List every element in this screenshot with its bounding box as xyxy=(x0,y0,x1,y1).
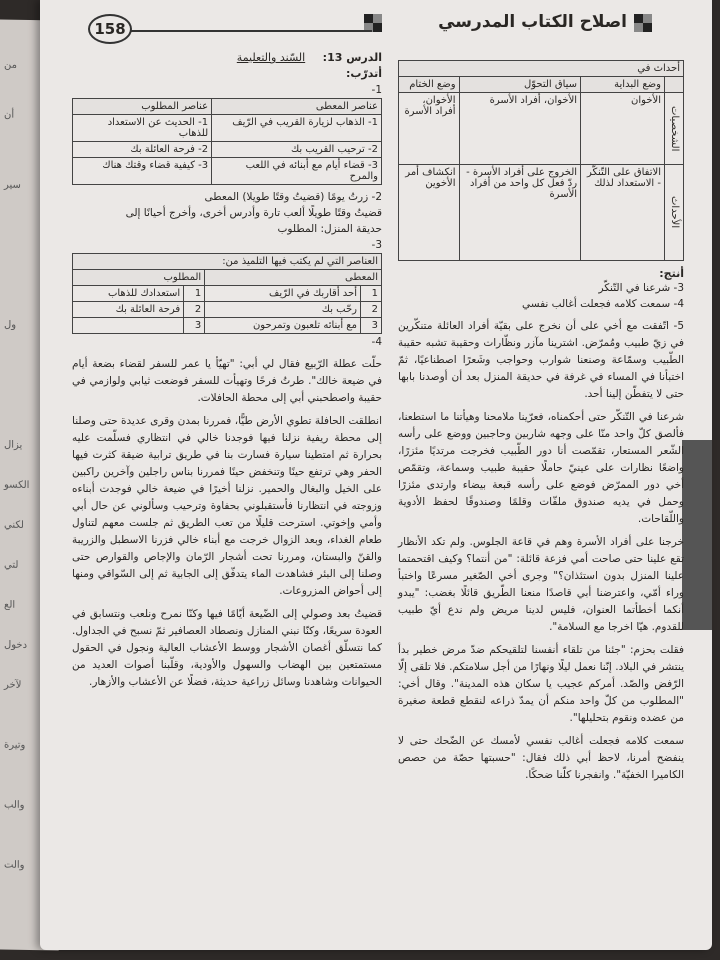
page-edge-bar xyxy=(682,440,712,630)
table-header: وضع البداية xyxy=(581,77,665,93)
paragraph: فقلت بحزم: "جئنا من تلقاء أنفسنا لتلقيحكم ضدّ مرض خطير بدأ ينتشر في البلاد. إنّنا نعمل ليلًا ونهارًا من أجل سلامتكم. فلا تلقى إلّا الرّفض والصّد. أمركم عجيب يا سكان هذه المدينة". وقال أخي: "المطلوب من كلّ واحد منكم أن يمدّ ذراعه لنقطع قطعة صغيرة من عضده ونقوم بتحليلها". xyxy=(398,644,684,724)
table-cell: 2- فرحة العائلة بك xyxy=(73,142,212,158)
table-caption: أحداث في xyxy=(399,61,684,77)
exercise-2-line: قضيتُ وقتًا طويلًا ألعب تارة وأدرس أخرى، وأخرج أحيانًا إلى xyxy=(125,207,382,219)
table-header: سياق التحوّل xyxy=(459,77,581,93)
exercise-number: 4- xyxy=(371,336,382,348)
prev-page-fragment: والت xyxy=(4,859,25,871)
prev-page-fragment: يزال xyxy=(4,439,23,451)
prev-page-fragment: الكسو xyxy=(4,479,30,491)
table-corner xyxy=(665,77,684,93)
prev-page-fragment: دخول xyxy=(4,639,28,651)
paragraph: انطلقت الحافلة تطوي الأرض طيًّا، فمررنا بمدن وقرى عديدة حتى وصلنا إلى محطة ريفية نزلنا فيها فوجدنا خالي في انتظاري فسلّمت عليه بحرارة ثم امتطينا سيارة فسارت بنا في طريق ترابية ضيقة كثرت فيها الحفر وهي ترتفع حينًا وتنخفض حينًا فمررنا بناس راجلين وآخرين راكبين على الخيل والبغال والحمير. نزلنا أخيرًا في ضيعة خالي فوجدت أبناءه وزوجته في انتظارنا فأستقبلوني بحفاوة وترحيب وسألوني عن حال أبي وأمي وإخوتي. استرحت قليلًا من تعب الطريق ثم جلست معهم لتناول طعام الغداء، وبعد الزوال خرجت مع أبناء خالي فزرنا الاسطبل والزريبة والقنّ والبستان، ومررنا تحت أشجار الرّمان والإجاص والقوارص حتى وصلنا إلى البئر فشاهدت الماء يتدفّق إلى الجابية ثم إلى السّواقي ومنها إلى أحواض المزروعات. xyxy=(72,415,382,597)
page-number: 158 xyxy=(88,14,132,44)
prev-page-fragment: الع xyxy=(4,599,16,611)
table-cell: استعدادك للذهاب xyxy=(73,286,184,302)
right-column xyxy=(398,60,684,784)
exercise-2-line: حديقة المنزل: المطلوب xyxy=(277,223,382,235)
table-header: عناصر المطلوب xyxy=(73,99,212,115)
table-cell: فرحة العائلة بك xyxy=(73,302,184,318)
train-heading: أتدرّب: xyxy=(345,67,382,80)
events-table xyxy=(398,60,684,261)
prev-page-fragment: وتيرة xyxy=(4,739,26,751)
book-page xyxy=(40,0,712,950)
table-header: وضع الختام xyxy=(399,77,460,93)
table-cell: 2 xyxy=(361,302,382,318)
table-row xyxy=(399,93,684,165)
prev-page-fragment: والب xyxy=(4,799,25,811)
produce-item: 4- سمعت كلامه فجعلت أغالب نفسي xyxy=(521,298,684,310)
table-cell: 1- الذهاب لزيارة القريب في الرّيف xyxy=(212,115,382,142)
prev-page-fragment: من xyxy=(4,59,17,71)
lesson-title: الدرس 13: xyxy=(322,51,382,64)
paragraph: قضيتُ بعد وصولي إلى الضّيعة أيّامًا فيها وكنّا نمرح ونلعب ونتسابق في العودة سريعًا، وكنّا نبني المنازل ونصطاد العصافير ثمّ نسبح في الجداول. كما نتسلّق أغصان الأشجار ووسط الأعشاب العالية ونجول في الحقول مستمتعين بين الهضاب والسهول والأودية، وقلّبنا أصوات العديد من الحيوانات وشاهدنا وسائل زراعية حديثة، فضلًا عن الأعشاب والأزهار. xyxy=(72,608,382,688)
lesson-heading xyxy=(72,50,382,66)
missing-elements-table xyxy=(72,253,382,334)
table-cell: 3- قضاء أيام مع أبنائه في اللعب والمرح xyxy=(212,158,382,185)
left-column xyxy=(72,50,382,691)
produce-heading: أنتج: xyxy=(659,267,684,280)
table-cell: الأخوان xyxy=(581,93,665,165)
prev-page-fragment: لآخر xyxy=(4,679,22,691)
table-cell: الخروج على أفراد الأسرة - ردّ فعل كل واحد من أفراد الأسرة xyxy=(459,165,581,261)
table-cell: 1- الحديث عن الاستعداد للذهاب xyxy=(73,115,212,142)
table-row xyxy=(73,286,382,302)
table-cell xyxy=(73,318,184,334)
prev-page-fragment: لتي xyxy=(4,559,19,571)
row-label: الشخصيات xyxy=(665,93,684,165)
elements-table xyxy=(72,98,382,185)
header-rule xyxy=(130,30,372,32)
checker-ornament xyxy=(634,14,652,32)
table-cell: الاتفاق على التّنكّر - الاستعداد لذلك xyxy=(581,165,665,261)
prev-page-fragment: أن xyxy=(4,109,15,121)
table-header: المطلوب xyxy=(73,270,205,286)
prev-page-fragment: ول xyxy=(4,319,17,331)
paragraph: 5- اتّفقت مع أخي على أن نخرج على بقيّة أفراد العائلة متنكّرين في زيّ طبيب ومُمرّض. اشترينا مآزر ونظّارات وحقيبة تشبه حقيبة الطّبيب وسمّاعة وصنعنا شوارب وحواجب وشَعرًا اصطناعيًا، ثمّ اختبأنا في المساء في غرفة في حديقة المنزل بعد أن أوصدنا بابها حتى لا يتفطّن إلينا أحد. xyxy=(398,320,684,400)
table-row xyxy=(399,165,684,261)
table-cell: الأخوان، أفراد الأسرة xyxy=(399,93,460,165)
table-cell: 2 xyxy=(184,302,205,318)
page-header xyxy=(40,4,712,44)
table-cell: 1 xyxy=(361,286,382,302)
row-label: الأحداث xyxy=(665,165,684,261)
table-row xyxy=(73,142,382,158)
table-cell: انكشاف أمر الأخوين xyxy=(399,165,460,261)
table-caption: العناصر التي لم يكتب فيها التلميذ من: xyxy=(73,254,382,270)
table-cell: 3 xyxy=(184,318,205,334)
lesson-subject: السّند والتعليمة xyxy=(236,51,306,64)
paragraph: سمعت كلامه فجعلت أغالب نفسي لأمسك عن الضّحك حتى لا ينفضح أمرنا، لاحظ أبي ذلك فقال: "حسبتها حصّة من حصص الكاميرا الخفيّة". وانفجرنا كلّنا ضحكًا. xyxy=(398,735,684,781)
table-cell: رحّب بك xyxy=(205,302,361,318)
table-row xyxy=(73,158,382,185)
table-header: عناصر المعطى xyxy=(212,99,382,115)
paragraph: حلّت عطلة الرّبيع فقال لي أبي: "تهيّأ يا عمر للسفر لقضاء بضعة أيام في ضيعة خالك". طرتُ فرحًا وتهيأت للسفر فوضعت ثيابي ولوازمي في حقيبة واصطحبني أبي إلى محطة الحافلات. xyxy=(72,358,382,404)
table-cell: 2- ترحيب القريب بك xyxy=(212,142,382,158)
table-cell: 1 xyxy=(184,286,205,302)
page-title: اصلاح الكتاب المدرسي xyxy=(438,12,627,32)
table-cell: 3- كيفية قضاء وقتك هناك xyxy=(73,158,212,185)
paragraph: شرعنا في التّنكّر حتى أحكمناه، فعرّينا ملامحنا وهيأتنا ما استطعنا، فألصق كلّ واحد منّا على وجهه شاربين وحاجبين ووضع على رأسه الشّعر المستعار، تقمّصت أنا دور الطّبيب فخرجت مرتديًا مئزرًا، واضعًا نظارات على عينيّ حاملًا حقيبة طبيب وسماعة، وتقمّص أخي دور الممرّض فوضع على رأسه قبعة بيضاء وارتدى مئزرًا وحمل في يديه صندوق ملفّات وقلمًا وصندوقًا لحفظ الأدوية واللّقاحات. xyxy=(398,411,684,525)
exercise-number: 3- xyxy=(371,239,382,251)
table-cell: مع أبنائه تلعبون وتمرحون xyxy=(205,318,361,334)
table-cell: أحد أقاربك في الرّيف xyxy=(205,286,361,302)
table-cell: الأخوان، أفراد الأسرة xyxy=(459,93,581,165)
table-header: المعطى xyxy=(205,270,382,286)
prev-page-fragment: لكني xyxy=(4,519,24,531)
table-row xyxy=(73,115,382,142)
prev-page-fragment: سير xyxy=(4,179,21,191)
exercise-2: 2- زرتُ يومًا (قضيتُ وقتًا طويلا) المعطى xyxy=(204,191,382,203)
exercise-number: 1- xyxy=(371,84,382,96)
table-cell: 3 xyxy=(361,318,382,334)
produce-item: 3- شرعنا في التّنكّر xyxy=(598,282,684,294)
table-row xyxy=(73,302,382,318)
paragraph: خرجنا على أفراد الأسرة وهم في قاعة الجلوس. ولم تكد الأنظار تقع علينا حتى صاحت أمي فزعة قائلة: "من أنتما؟ وكيف اقتحمتما علينا المنزل بدون استئذان؟" وجرى أخي الصّغير مسرعًا واختبأ وراء أمّي، واعترضنا أبي قاصدًا منعنا الطّريق قائلًا بغضب: "يبدو أنكما أخطأتما العنوان، فليس لدينا مريض ولم ندع أيّ طبيب للقدوم. هيّا اخرجا مع السلامة". xyxy=(398,536,684,633)
table-row xyxy=(73,318,382,334)
